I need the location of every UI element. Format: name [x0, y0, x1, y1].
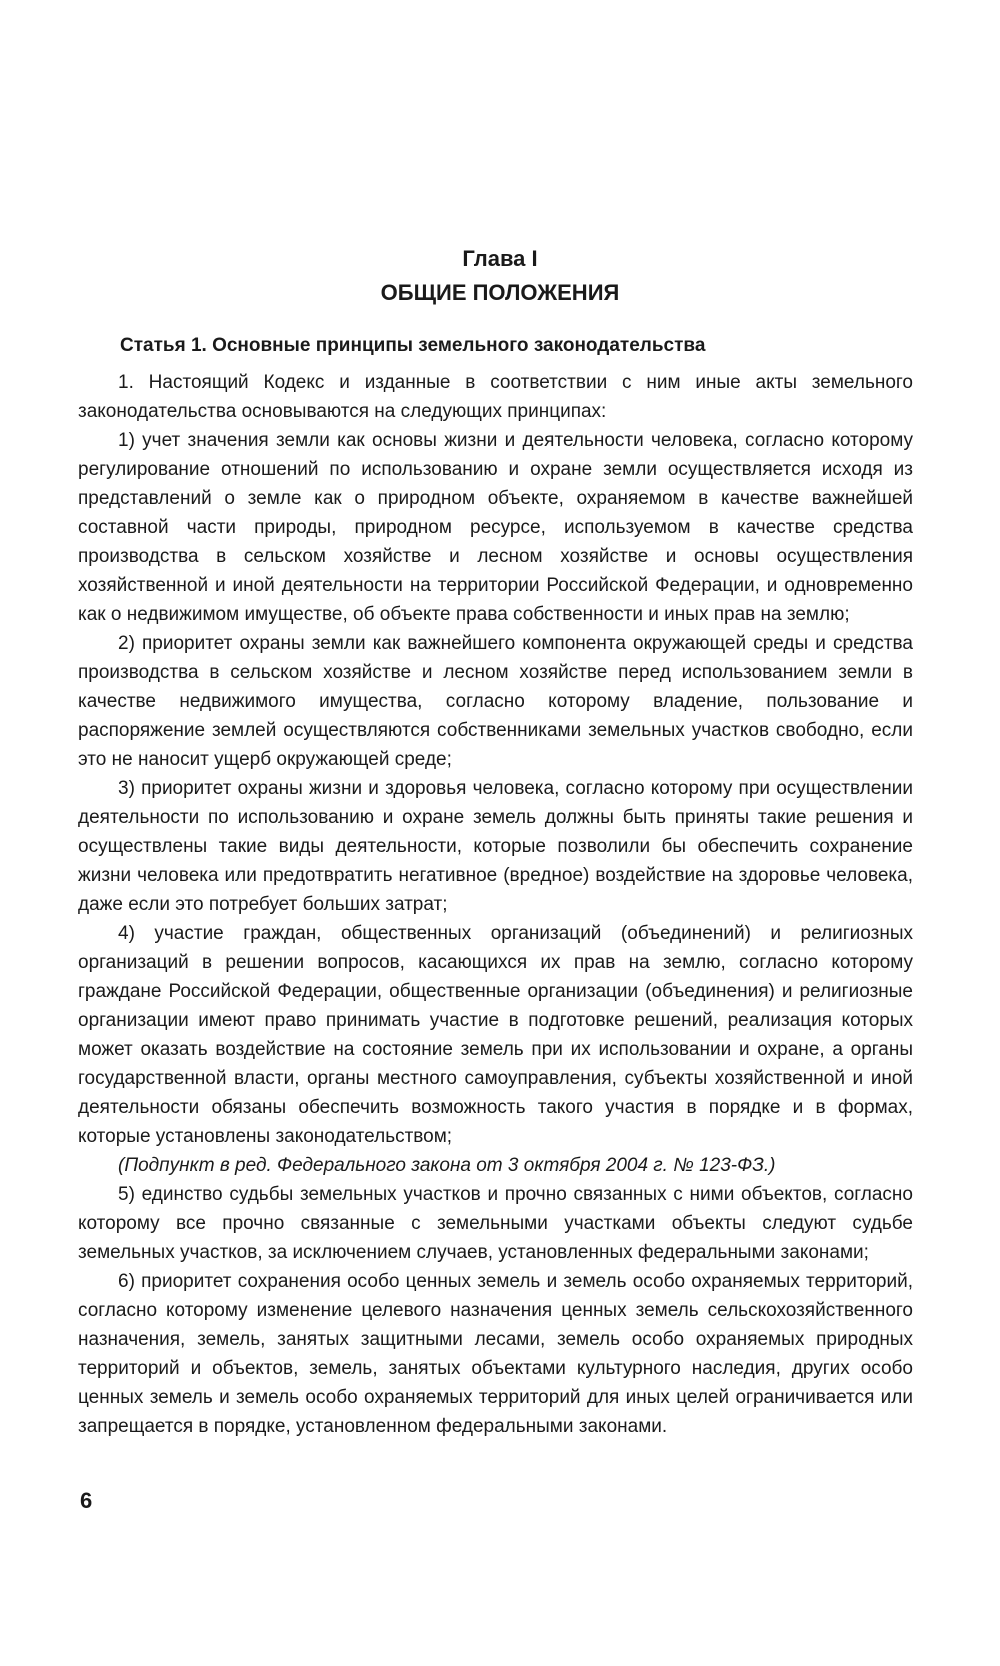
page-number: 6: [80, 1488, 93, 1513]
paragraph-item-6: 6) приоритет сохранения особо ценных земель и земель особо охраняемых территорий, согласно которому изменение целевого назначения ценных земель сельскохозяйственного назначения, земель, занятых защитными лесами, земель особо охраняемых природных территорий и объектов, земель, занятых объектами культурного наследия, других особо ценных земель и земель особо охраняемых территорий для иных целей ограничивается или запрещается в порядке, установленном федеральными законами.: [78, 1271, 913, 1437]
paragraph-item-5: 5) единство судьбы земельных участков и прочно связанных с ними объектов, согласно которому все прочно связанные с земельными участками объекты следуют судьбе земельных участков, за исключением случаев, установленных федеральными законами;: [78, 1184, 913, 1263]
article-heading: Статья 1. Основные принципы земельного законодательства: [120, 335, 706, 356]
paragraph-item-1: 1) учет значения земли как основы жизни и деятельности человека, согласно которому регулирование отношений по использованию и охране земли осуществляется исходя из представлений о земле как о природном объекте, охраняемом в качестве важнейшей составной части природы, природном ресурсе, используемом в качестве средства производства в сельском хозяйстве и лесном хозяйстве и основы осуществления хозяйственной и иной деятельности на территории Российской Федерации, и одновременно как о недвижимом имуществе, об объекте права собственности и иных прав на землю;: [78, 430, 913, 625]
amendment-note: (Подпункт в ред. Федерального закона от 3 октября 2004 г. № 123-ФЗ.): [118, 1155, 776, 1176]
paragraph-item-3: 3) приоритет охраны жизни и здоровья человека, согласно которому при осуществлении деятельности по использованию и охране земель должны быть приняты такие решения и осуществлены такие виды деятельности, которые позволили бы обеспечить сохранение жизни человека или предотвратить негативное (вредное) воздействие на здоровье человека, даже если это потребует больших затрат;: [78, 778, 913, 915]
chapter-title: ОБЩИЕ ПОЛОЖЕНИЯ: [380, 280, 620, 305]
paragraph-item-2: 2) приоритет охраны земли как важнейшего компонента окружающей среды и средства производства в сельском хозяйстве и лесном хозяйстве перед использованием земли в качестве недвижимого имущества, согласно которому владение, пользование и распоряжение землей осуществляются собственниками земельных участков свободно, если это не наносит ущерб окружающей среде;: [78, 633, 913, 770]
paragraph-intro: 1. Настоящий Кодекс и изданные в соответствии с ним иные акты земельного законодательства основываются на следующих принципах:: [78, 372, 913, 422]
chapter-label: Глава I: [462, 246, 538, 271]
article-body: [78, 368, 913, 1441]
paragraph-item-4: 4) участие граждан, общественных организаций (объединений) и религиозных организаций в решении вопросов, касающихся их прав на землю, согласно которому граждане Российской Федерации, общественные организации (объединения) и религиозные организации имеют право принимать участие в подготовке решений, реализация которых может оказать воздействие на состояние земель при их использовании и охране, а органы государственной власти, органы местного самоуправления, субъекты хозяйственной и иной деятельности обязаны обеспечить возможность такого участия в порядке и в формах, которые установлены законодательством;: [78, 923, 913, 1147]
